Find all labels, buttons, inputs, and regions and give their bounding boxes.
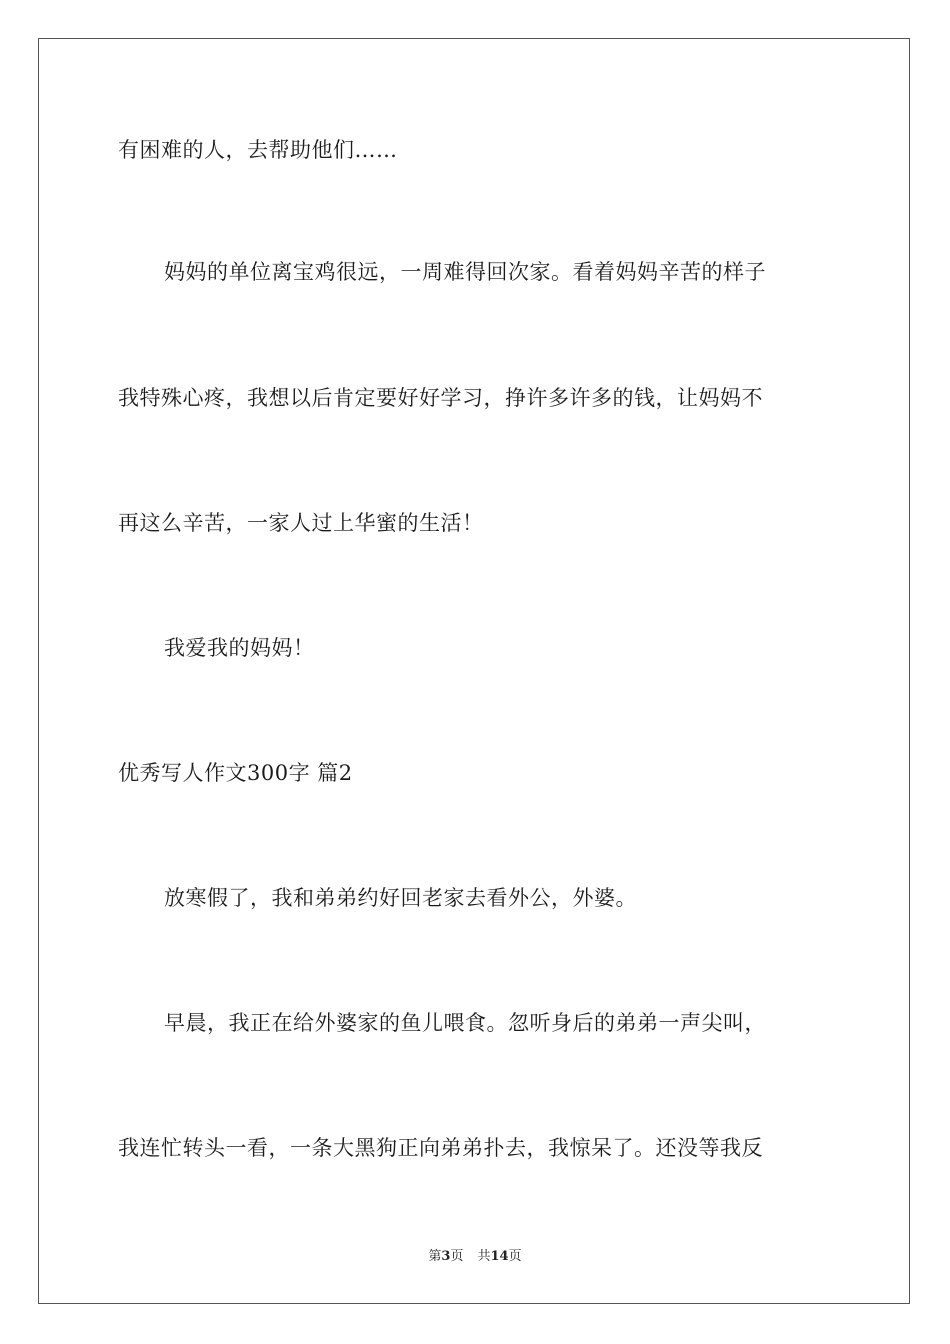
paragraph-line-8: 我连忙转头一看，一条大黑狗正向弟弟扑去，我惊呆了。还没等我反 xyxy=(118,1136,763,1160)
footer-page-suffix: 页 xyxy=(450,1249,464,1264)
paragraph-line-7: 早晨，我正在给外婆家的鱼儿喂食。忽听身后的弟弟一声尖叫， xyxy=(164,1011,766,1035)
footer-page-prefix: 第 xyxy=(428,1249,442,1264)
page-border xyxy=(38,38,910,1304)
footer-total-prefix: 共 xyxy=(477,1249,491,1264)
footer-page-number: 3 xyxy=(441,1249,451,1264)
footer-total-suffix: 页 xyxy=(508,1249,522,1264)
paragraph-line-4: 再这么辛苦，一家人过上华蜜的生活！ xyxy=(118,511,484,535)
footer-total-number: 14 xyxy=(490,1249,509,1264)
paragraph-line-5: 我爱我的妈妈！ xyxy=(164,636,315,660)
paragraph-line-3: 我特殊心疼，我想以后肯定要好好学习，挣许多许多的钱，让妈妈不 xyxy=(118,386,763,410)
section-heading: 优秀写人作文300字 篇2 xyxy=(118,761,353,785)
paragraph-line-1: 有困难的人，去帮助他们…… xyxy=(118,138,398,162)
paragraph-line-2: 妈妈的单位离宝鸡很远，一周难得回次家。看着妈妈辛苦的样子 xyxy=(164,260,766,284)
page-footer xyxy=(0,1248,950,1266)
paragraph-line-6: 放寒假了，我和弟弟约好回老家去看外公，外婆。 xyxy=(164,886,637,910)
